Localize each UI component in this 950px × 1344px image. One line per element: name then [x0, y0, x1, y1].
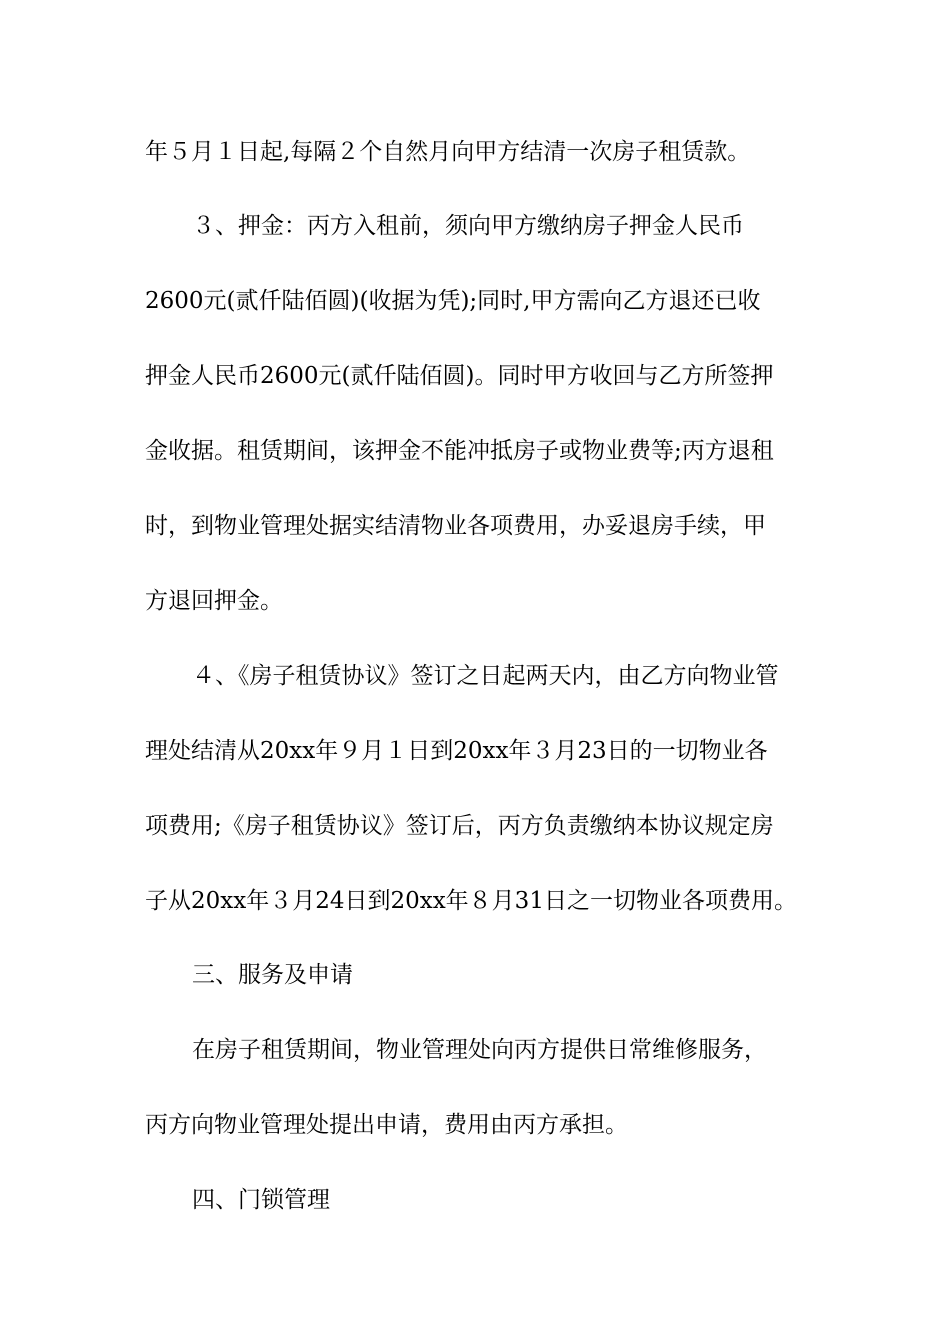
text-line: 2600元(贰仟陆佰圆)(收据为凭);同时,甲方需向乙方退还已收: [145, 288, 761, 314]
text-line: 子从20xx年３月24日到20xx年８月31日之一切物业各项费用。: [145, 888, 797, 914]
text-line: 方退回押金。: [145, 588, 283, 614]
text-line: 金收据。租赁期间，该押金不能冲抵房子或物业费等;丙方退租: [145, 438, 774, 464]
section-heading-door-lock: 四、门锁管理: [192, 1187, 330, 1213]
text-line: 押金人民币2600元(贰仟陆佰圆)。同时甲方收回与乙方所签押: [145, 363, 774, 389]
text-line: 项费用;《房子租赁协议》签订后，丙方负责缴纳本协议规定房: [145, 813, 774, 839]
text-line: 年５月１日起,每隔２个自然月向甲方结清一次房子租赁款。: [145, 139, 751, 165]
text-line: 丙方向物业管理处提出申请，费用由丙方承担。: [145, 1112, 628, 1138]
text-line: 在房子租赁期间，物业管理处向丙方提供日常维修服务，: [192, 1037, 767, 1063]
clause-3-heading-line: ３、押金：丙方入租前，须向甲方缴纳房子押金人民币: [192, 213, 744, 239]
text-line: 理处结清从20xx年９月１日到20xx年３月23日的一切物业各: [145, 738, 768, 764]
text-line: 时，到物业管理处据实结清物业各项费用，办妥退房手续，甲: [145, 513, 766, 539]
section-heading-services: 三、服务及申请: [192, 962, 353, 988]
clause-4-heading-line: ４、《房子租赁协议》签订之日起两天内，由乙方向物业管: [192, 663, 779, 689]
